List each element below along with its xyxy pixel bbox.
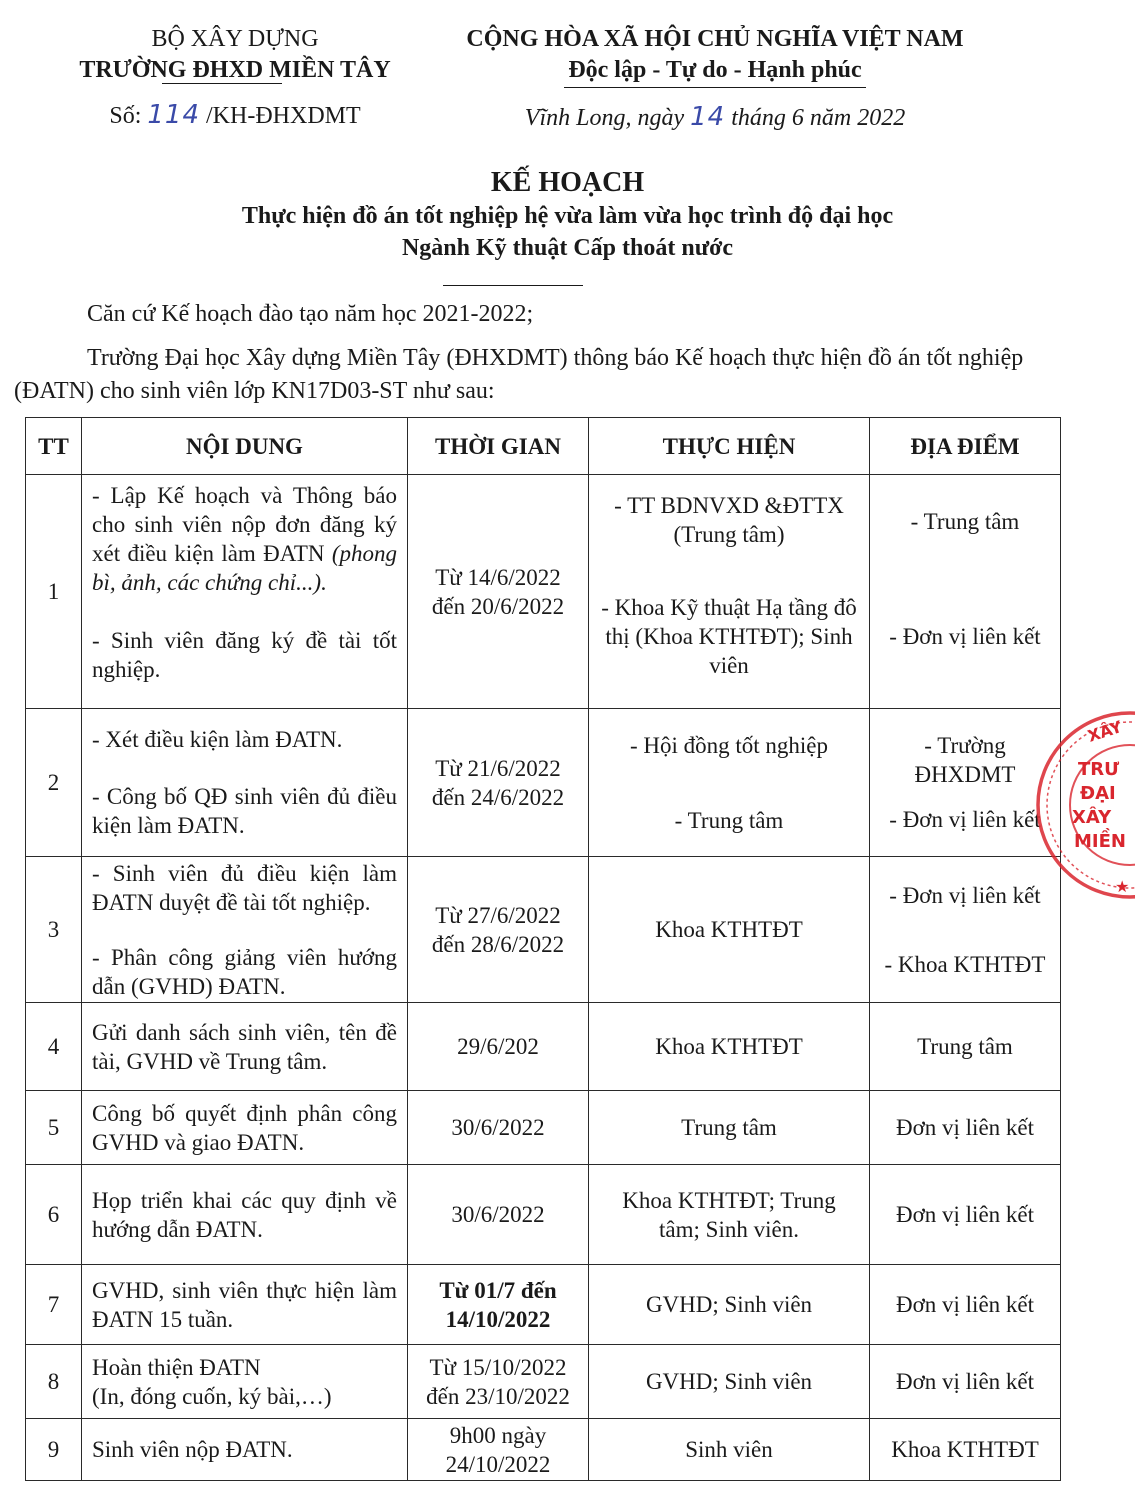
cell-content: - Sinh viên đủ điều kiện làm ĐATN duyệt đề tài tốt nghiệp. - Phân công giảng viên hướng dẫn (GVHD) ĐATN. [82,857,408,1003]
cell-content: - Lập Kế hoạch và Thông báo cho sinh viên nộp đơn đăng ký xét điều kiện làm ĐATN (phong bì, ảnh, các chứng chỉ...). - Sinh viên đăng ký đề tài tốt nghiệp. [82,475,408,709]
cell-place: Đơn vị liên kết [870,1265,1061,1345]
plan-table [25,417,1061,1481]
cell-content: Sinh viên nộp ĐATN. [82,1419,408,1481]
cell-exec: Khoa KTHTĐT [589,1003,870,1091]
cell-tt: 5 [26,1091,82,1165]
svg-text:TRƯ: TRƯ [1078,759,1120,780]
cell-content: Gửi danh sách sinh viên, tên đề tài, GVHD về Trung tâm. [82,1003,408,1091]
svg-text:MIỀN: MIỀN [1074,831,1126,852]
header-content: NỘI DUNG [82,418,408,475]
intro-basis: Căn cứ Kế hoạch đào tạo năm học 2021-2022; [87,301,534,327]
header-place: ĐỊA ĐIỂM [870,418,1061,475]
cell-tt: 9 [26,1419,82,1481]
svg-text:XÂY: XÂY [1085,716,1125,746]
cell-place: Khoa KTHTĐT [870,1419,1061,1481]
motto: Độc lập - Tự do - Hạnh phúc [564,55,865,88]
table-row [26,1419,1061,1481]
school-seal-stamp [1020,700,1135,910]
cell-content: GVHD, sinh viên thực hiện làm ĐATN 15 tuần. [82,1265,408,1345]
cell-place: - Trường ĐHXDMT - Đơn vị liên kết [870,709,1061,857]
nation-block [445,24,985,135]
cell-place: Trung tâm [870,1003,1061,1091]
cell-tt: 8 [26,1345,82,1419]
title-line-1: Thực hiện đồ án tốt nghiệp hệ vừa làm vừa học trình độ đại học [241,203,894,229]
intro-notice: Trường Đại học Xây dựng Miền Tây (ĐHXDMT) thông báo Kế hoạch thực hiện đồ án tốt nghiệp (ĐATN) cho sinh viên lớp KN17D03-ST như sau: [14,345,1024,404]
issuer-block [20,24,450,133]
table-row [26,709,1061,857]
cell-exec: GVHD; Sinh viên [589,1265,870,1345]
title-underline [443,285,583,286]
cell-tt: 4 [26,1003,82,1091]
school-name: TRƯỜNG ĐHXD MIỀN TÂY [79,57,391,83]
ministry-name: BỘ XÂY DỰNG [151,26,319,52]
cell-place: - Trung tâm - Đơn vị liên kết [870,475,1061,709]
cell-tt: 6 [26,1165,82,1265]
cell-tt: 3 [26,857,82,1003]
document-date: Vĩnh Long, ngày 14 tháng 6 năm 2022 [524,102,906,132]
handwritten-day: 14 [690,102,726,132]
title-line-2: Ngành Kỹ thuật Cấp thoát nước [401,235,734,261]
cell-time: Từ 27/6/2022 đến 28/6/2022 [408,857,589,1003]
cell-exec: Khoa KTHTĐT [589,857,870,1003]
cell-time: Từ 15/10/2022 đến 23/10/2022 [408,1345,589,1419]
cell-place: - Đơn vị liên kết - Khoa KTHTĐT [870,857,1061,1003]
table-row [26,1165,1061,1265]
cell-content: Họp triển khai các quy định về hướng dẫn ĐATN. [82,1165,408,1265]
issuer-underline [162,83,282,84]
cell-exec: GVHD; Sinh viên [589,1345,870,1419]
cell-tt: 2 [26,709,82,857]
table-row [26,1265,1061,1345]
cell-time: 30/6/2022 [408,1165,589,1265]
seal-icon [1038,713,1135,897]
document-title [0,166,1135,264]
cell-time: Từ 21/6/2022 đến 24/6/2022 [408,709,589,857]
cell-exec: Sinh viên [589,1419,870,1481]
intro [14,298,1024,419]
cell-time: 9h00 ngày 24/10/2022 [408,1419,589,1481]
cell-exec: - TT BDNVXD &ĐTTX (Trung tâm) - Khoa Kỹ thuật Hạ tầng đô thị (Khoa KTHTĐT); Sinh viên [589,475,870,709]
cell-exec: Khoa KTHTĐT; Trung tâm; Sinh viên. [589,1165,870,1265]
cell-exec: - Hội đồng tốt nghiệp - Trung tâm [589,709,870,857]
cell-content: Hoàn thiện ĐATN (In, đóng cuốn, ký bài,…) [82,1345,408,1419]
table-row [26,475,1061,709]
table-row [26,1091,1061,1165]
cell-time: 29/6/202 [408,1003,589,1091]
header-time: THỜI GIAN [408,418,589,475]
table-row [26,1345,1061,1419]
cell-exec: Trung tâm [589,1091,870,1165]
svg-text:ĐẠI: ĐẠI [1080,783,1116,804]
handwritten-number: 114 [147,100,200,130]
header-tt: TT [26,418,82,475]
table-header-row [26,418,1061,475]
cell-time: Từ 01/7 đến 14/10/2022 [408,1265,589,1345]
cell-content: - Xét điều kiện làm ĐATN. - Công bố QĐ sinh viên đủ điều kiện làm ĐATN. [82,709,408,857]
nation-name: CỘNG HÒA XÃ HỘI CHỦ NGHĨA VIỆT NAM [466,26,964,52]
table-row [26,1003,1061,1091]
cell-place: Đơn vị liên kết [870,1345,1061,1419]
cell-place: Đơn vị liên kết [870,1165,1061,1265]
table-row [26,857,1061,1003]
document-number: Số: 114 /KH-ĐHXDMT [109,100,361,130]
svg-text:XÂY: XÂY [1072,807,1112,828]
cell-tt: 1 [26,475,82,709]
title-main: KẾ HOẠCH [490,167,645,198]
cell-place: Đơn vị liên kết [870,1091,1061,1165]
cell-content: Công bố quyết định phân công GVHD và giao ĐATN. [82,1091,408,1165]
cell-tt: 7 [26,1265,82,1345]
header-exec: THỰC HIỆN [589,418,870,475]
cell-time: 30/6/2022 [408,1091,589,1165]
svg-text:★: ★ [1115,877,1130,896]
cell-time: Từ 14/6/2022 đến 20/6/2022 [408,475,589,709]
